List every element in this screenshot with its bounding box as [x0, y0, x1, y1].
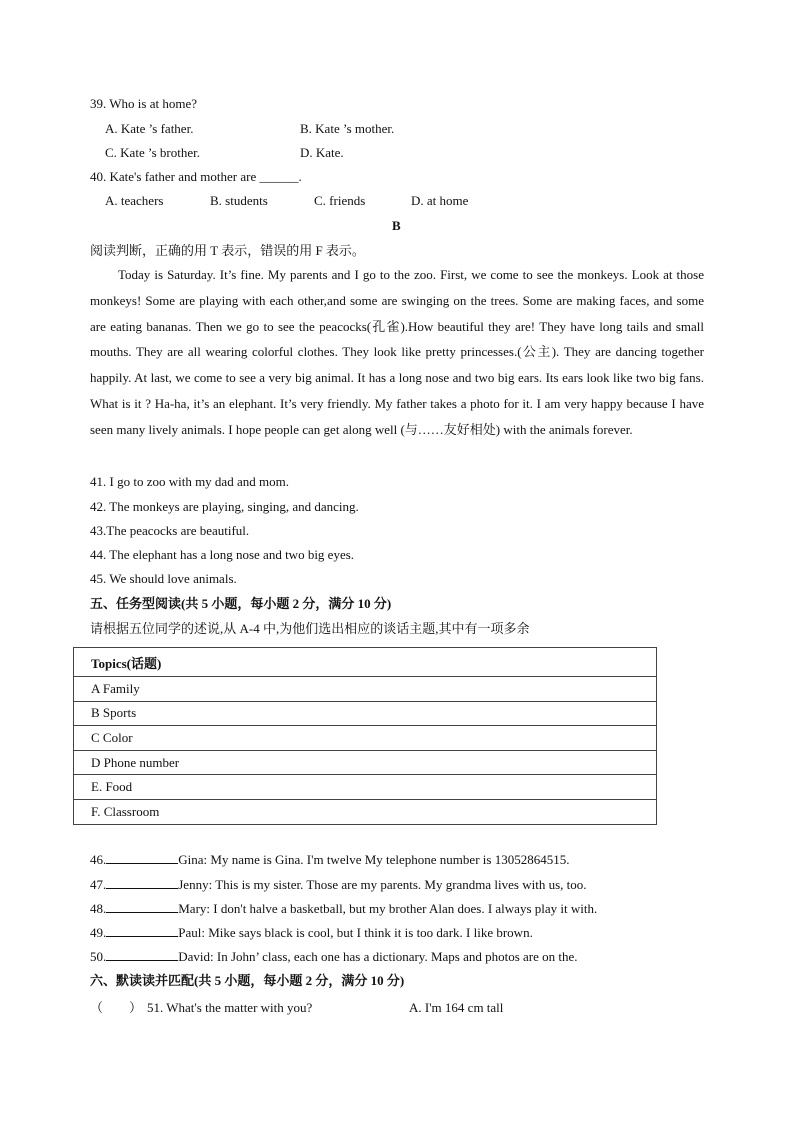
topic-cell: B Sports: [74, 701, 657, 726]
item-46: [90, 851, 569, 868]
answer-blank[interactable]: [106, 876, 178, 889]
topics-table-header: Topics(话题): [74, 648, 657, 677]
statement-41: 41. I go to zoo with my dad and mom.: [90, 474, 289, 489]
q40-option-d: D. at home: [411, 193, 469, 208]
topic-cell: E. Food: [74, 775, 657, 800]
reading-passage: Today is Saturday. It’s fine. My parents and I go to the zoo. First, we come to see the monkeys. Look at those monkeys! Some are playing with each other,and some are swinging on the trees. Some are making faces, and some are eating bananas. Then we go to see the peacocks(孔雀).How beautiful they are! They have long tails and small mouths. They are all wearing colorful clothes. They look like pretty princesses.(公主). They are dancing together happily. At last, we come to see a very big animal. It has a long nose and two big ears. Its ears look like two big fans. What is it ? Ha-ha, it’s an elephant. It’s very friendly. My father takes a photo for it. I am very happy because I have seen many lively animals. I hope people can get along well (与……友好相处) with the animals forever.: [90, 267, 704, 437]
part-b-instruction: 阅读判断，正确的用 T 表示，错误的用 F 表示。: [90, 243, 365, 258]
table-row: [74, 677, 657, 702]
item-number: 49.: [90, 925, 107, 940]
topics-table: [73, 647, 657, 825]
q40-option-c: C. friends: [314, 193, 366, 208]
q51-question: 51. What's the matter with you?: [147, 1000, 313, 1015]
q39-option-a: A. Kate ’s father.: [105, 121, 194, 136]
topics-table-header-row: [74, 648, 657, 677]
answer-blank[interactable]: [106, 851, 178, 864]
q39-option-d: D. Kate.: [300, 145, 344, 160]
item-text: Jenny: This is my sister. Those are my parents. My grandma lives with us, too.: [178, 877, 587, 892]
topic-cell: F. Classroom: [74, 799, 657, 824]
q40-option-a: A. teachers: [105, 193, 164, 208]
answer-blank[interactable]: [106, 948, 178, 961]
statement-44: 44. The elephant has a long nose and two big eyes.: [90, 547, 355, 562]
q39-stem: 39. Who is at home?: [90, 96, 197, 111]
item-number: 47.: [90, 877, 107, 892]
q39-option-b: B. Kate ’s mother.: [300, 121, 395, 136]
item-number: 46.: [90, 852, 107, 867]
topic-cell: A Family: [74, 677, 657, 702]
q40-stem: 40. Kate's father and mother are ______.: [90, 169, 302, 184]
answer-blank[interactable]: [106, 900, 178, 913]
section-5-title: 五、任务型阅读(共 5 小题，每小题 2 分，满分 10 分): [90, 596, 392, 611]
table-row: [74, 799, 657, 824]
item-number: 48.: [90, 901, 107, 916]
part-b-heading: B: [392, 218, 401, 233]
q40-option-b: B. students: [210, 193, 268, 208]
item-text: Mary: I don't halve a basketball, but my brother Alan does. I always play it with.: [178, 901, 598, 916]
q39-option-c: C. Kate ’s brother.: [105, 145, 200, 160]
topic-cell: C Color: [74, 726, 657, 751]
table-row: [74, 775, 657, 800]
table-row: [74, 750, 657, 775]
section-6-title: 六、默读读并匹配(共 5 小题，每小题 2 分，满分 10 分): [90, 973, 405, 988]
q51-answer-option: A. I'm 164 cm tall: [409, 1000, 504, 1015]
item-text: Paul: Mike says black is cool, but I think it is too dark. I like brown.: [178, 925, 533, 940]
item-text: David: In John’ class, each one has a dictionary. Maps and photos are on the.: [178, 949, 578, 964]
item-49: [90, 924, 533, 941]
item-number: 50.: [90, 949, 107, 964]
topic-cell: D Phone number: [74, 750, 657, 775]
item-text: Gina: My name is Gina. I'm twelve My telephone number is 13052864515.: [178, 852, 570, 867]
statement-43: 43.The peacocks are beautiful.: [90, 523, 250, 538]
section-5-instruction: 请根据五位同学的述说,从 A-4 中,为他们选出相应的谈话主题,其中有一项多余: [90, 621, 530, 636]
q51-paren[interactable]: （ ）: [90, 1000, 143, 1015]
item-48: [90, 900, 597, 917]
statement-45: 45. We should love animals.: [90, 571, 237, 586]
table-row: [74, 701, 657, 726]
item-50: [90, 948, 578, 965]
statement-42: 42. The monkeys are playing, singing, and dancing.: [90, 499, 359, 514]
item-47: [90, 876, 587, 893]
answer-blank[interactable]: [106, 924, 178, 937]
table-row: [74, 726, 657, 751]
